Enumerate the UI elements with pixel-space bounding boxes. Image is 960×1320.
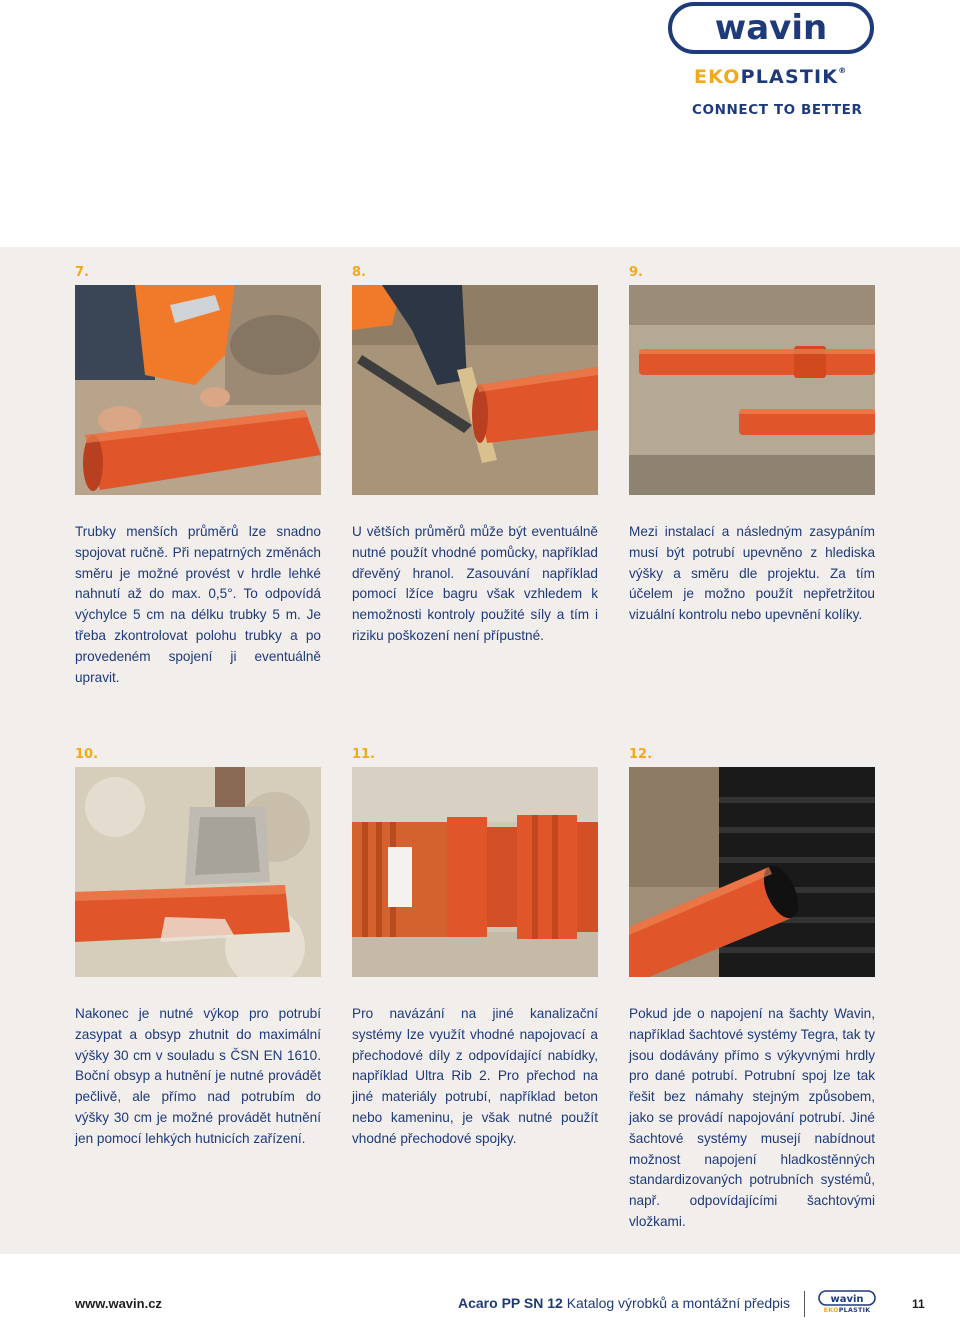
footer-title bbox=[458, 1295, 790, 1311]
step-description: U větších průměrů může být eventuálně nutné použít vhodné pomůcky, například dřevěný hranol. Zasouvání například pomocí lžíce bagru však vzhledem k nemožnosti kontroly použité síly a tím i riziku poškození není přípustné. bbox=[352, 524, 598, 643]
tagline: CONNECT TO BETTER bbox=[692, 102, 863, 118]
step-12 bbox=[629, 747, 875, 1233]
footer-catalog-title: Katalog výrobků a montážní předpis bbox=[566, 1295, 791, 1311]
step-number: 10. bbox=[75, 747, 99, 762]
step-description: Trubky menších průměrů lze snadno spojovat ručně. Při nepatrných změnách směru je možné provést v hrdle lehké nahnutí až do max. 0,5°. To odpovídá výchylce 5 cm na délku trubky 5 m. Je třeba zkontrolovat polohu trubky a po provedeném spojení ji eventuálně upravit. bbox=[75, 524, 321, 685]
footer-product: Acaro PP SN 12 bbox=[458, 1295, 563, 1311]
wavin-logo-text: wavin bbox=[714, 8, 828, 48]
step-number: 11. bbox=[352, 747, 376, 762]
step-description: Pro navázání na jiné kanalizační systémy lze využít vhodné napojovací a přechodové díly z odpovídající nabídky, například Ultra Rib 2. Pro přechod na jiné materiály potrubí, například beton nebo kameninu, je však nutné použít vhodné přechodové spojky. bbox=[352, 1006, 598, 1146]
footer-url[interactable]: www.wavin.cz bbox=[75, 1296, 162, 1311]
step-12-photo bbox=[629, 767, 875, 977]
step-number: 7. bbox=[75, 265, 89, 280]
step-8 bbox=[352, 265, 598, 647]
step-10-photo bbox=[75, 767, 321, 977]
step-7-photo bbox=[75, 285, 321, 495]
step-description: Nakonec je nutné výkop pro potrubí zasypat a obsyp zhutnit do maximální výšky 30 cm v souladu s ČSN EN 1610. Boční obsyp a hutnění je nutné provádět pečlivě, ale přímo nad potrubím do výšky 30 cm je možné provádět hutnění jen pomocí lehkých hutnicích zařízení. bbox=[75, 1006, 321, 1146]
footer-logo bbox=[818, 1290, 876, 1314]
step-7 bbox=[75, 265, 321, 688]
step-description: Pokud jde o napojení na šachty Wavin, například šachtové systémy Tegra, tak ty jsou dodávány přímo s výkyvnými hrdly pro dané potrubí. Potrubní spoj lze tak řešit bez námahy stejným způsobem, jako se provádí napojování potrubí. Jiné šachtové systémy musejí nabídnout možnost napojení hladkostěnných standardizovaných potrubních systémů, např. odpovídajícími šachtovými vložkami. bbox=[629, 1006, 875, 1229]
step-number: 9. bbox=[629, 265, 643, 280]
step-11-photo bbox=[352, 767, 598, 977]
footer-wavin-logo-icon bbox=[818, 1290, 876, 1306]
step-11 bbox=[352, 747, 598, 1150]
footer-ekoplastik: EKOPLASTIK bbox=[823, 1307, 871, 1314]
wavin-logo-icon bbox=[668, 2, 874, 54]
step-9-photo bbox=[629, 285, 875, 495]
step-description: Mezi instalací a následným zasypáním musí být potrubí upevněno z hlediska výšky a směru dle projektu. Za tím účelem je možno použít nepřetržitou vizuální kontrolu nebo upevnění kolíky. bbox=[629, 524, 875, 623]
page-number: 11 bbox=[912, 1297, 925, 1311]
step-number: 8. bbox=[352, 265, 366, 280]
step-10 bbox=[75, 747, 321, 1150]
header-logo bbox=[668, 2, 878, 118]
step-8-photo bbox=[352, 285, 598, 495]
ekoplastik-wordmark: EKOPLASTIK® bbox=[694, 66, 848, 88]
footer-divider bbox=[804, 1291, 805, 1317]
step-9 bbox=[629, 265, 875, 626]
svg-text:wavin: wavin bbox=[830, 1294, 864, 1305]
step-number: 12. bbox=[629, 747, 653, 762]
